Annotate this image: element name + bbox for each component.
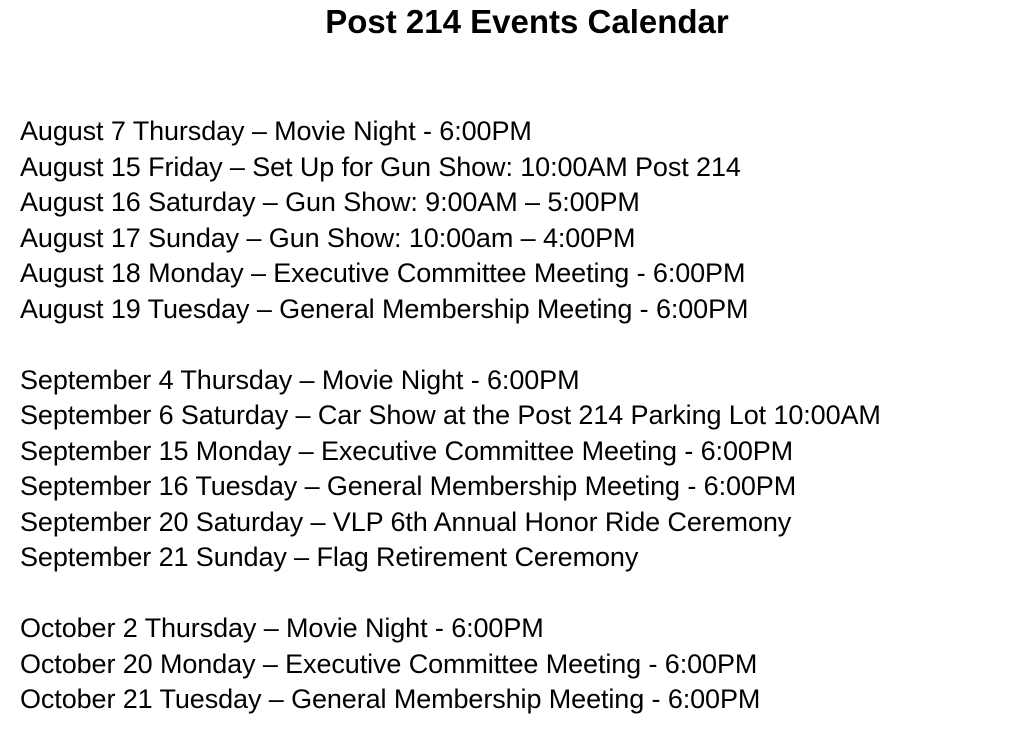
- page-title: Post 214 Events Calendar: [325, 3, 729, 40]
- event-line: September 21 Sunday – Flag Retirement Ceremony: [20, 542, 639, 572]
- events-section-august: [20, 114, 1020, 327]
- event-line: September 4 Thursday – Movie Night - 6:00PM: [20, 364, 580, 395]
- event-line: August 19 Tuesday – General Membership Meeting - 6:00PM: [20, 293, 749, 324]
- event-line: October 21 Tuesday – General Membership Meeting - 6:00PM: [20, 684, 761, 714]
- event-line: August 17 Sunday – Gun Show: 10:00am – 4:00PM: [20, 222, 636, 253]
- event-line: October 20 Monday – Executive Committee Meeting - 6:00PM: [20, 648, 758, 679]
- event-line: October 2 Thursday – Movie Night - 6:00PM: [20, 613, 544, 643]
- event-line: September 6 Saturday – Car Show at the Post 214 Parking Lot 10:00AM: [20, 400, 881, 430]
- event-line: August 15 Friday – Set Up for Gun Show: 10:00AM Post 214: [20, 151, 741, 182]
- event-line: August 16 Saturday – Gun Show: 9:00AM – 5:00PM: [20, 187, 640, 217]
- event-line: September 15 Monday – Executive Committee Meeting - 6:00PM: [20, 435, 794, 466]
- events-list: [20, 114, 1020, 753]
- event-line: August 18 Monday – Executive Committee Meeting - 6:00PM: [20, 258, 746, 288]
- event-line: September 20 Saturday – VLP 6th Annual Honor Ride Ceremony: [20, 506, 792, 537]
- events-section-october: [20, 611, 1020, 718]
- event-line: August 7 Thursday – Movie Night - 6:00PM: [20, 116, 532, 146]
- events-section-september: [20, 363, 1020, 576]
- event-line: September 16 Tuesday – General Membership Meeting - 6:00PM: [20, 471, 797, 501]
